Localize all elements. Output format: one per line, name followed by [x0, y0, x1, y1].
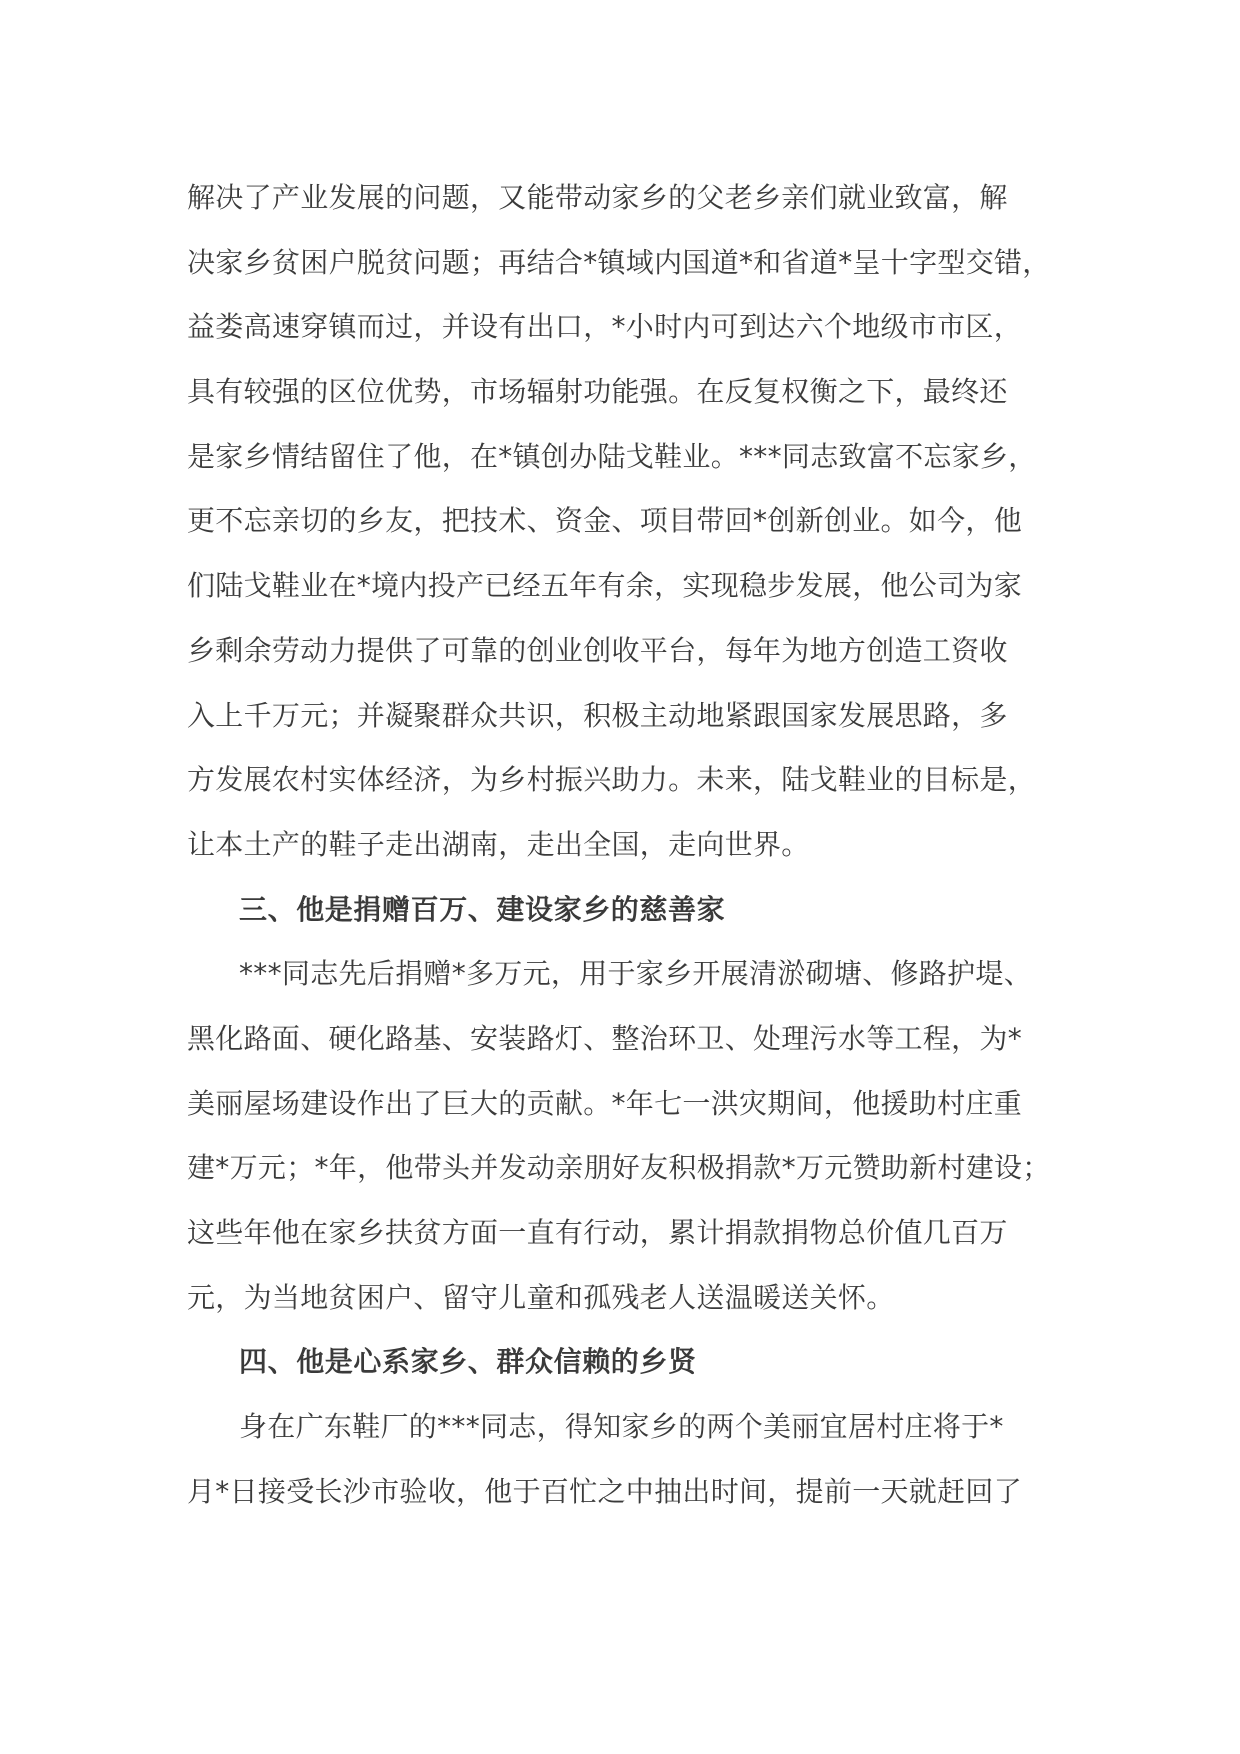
text-line: 解决了产业发展的问题，又能带动家乡的父老乡亲们就业致富，解 — [187, 181, 1008, 214]
text-line: 黑化路面、硬化路基、安装路灯、整治环卫、处理污水等工程，为* — [187, 1021, 1023, 1055]
section-4-paragraph — [187, 1395, 1077, 1524]
section-3-paragraph — [187, 942, 1077, 1330]
text-line: 具有较强的区位优势，市场辐射功能强。在反复权衡之下，最终还 — [187, 375, 1008, 409]
text-line: 建*万元；*年，他带头并发动亲朋好友积极捐款*万元赞助新村建设； — [187, 1151, 1051, 1185]
text-line: 更不忘亲切的乡友，把技术、资金、项目带回*创新创业。如今，他 — [187, 504, 1023, 538]
document-page — [187, 166, 1077, 1524]
text-line: 方发展农村实体经济，为乡村振兴助力。未来，陆戈鞋业的目标是， — [187, 763, 1037, 797]
text-line: 是家乡情结留住了他，在*镇创办陆戈鞋业。***同志致富不忘家乡， — [187, 439, 1037, 473]
paragraph-continued — [187, 166, 1077, 878]
text-line: 入上千万元；并凝聚群众共识，积极主动地紧跟国家发展思路，多 — [187, 698, 1008, 732]
text-line: 这些年他在家乡扶贫方面一直有行动，累计捐款捐物总价值几百万 — [187, 1216, 1008, 1249]
text-line: 身在广东鞋厂的***同志，得知家乡的两个美丽宜居村庄将于* — [239, 1410, 1004, 1444]
text-line: ***同志先后捐赠*多万元，用于家乡开展清淤砌塘、修路护堤、 — [239, 957, 1033, 991]
text-line: 们陆戈鞋业在*境内投产已经五年有余，实现稳步发展，他公司为家 — [187, 569, 1023, 603]
text-line: 乡剩余劳动力提供了可靠的创业创收平台，每年为地方创造工资收 — [187, 633, 1008, 667]
section-heading-3: 三、他是捐赠百万、建设家乡的慈善家 — [239, 892, 726, 926]
text-line: 月*日接受长沙市验收，他于百忙之中抽出时间，提前一天就赶回了 — [187, 1474, 1023, 1508]
text-line: 美丽屋场建设作出了巨大的贡献。*年七一洪灾期间，他援助村庄重 — [187, 1086, 1023, 1120]
text-line: 元，为当地贫困户、留守儿童和孤残老人送温暖送关怀。 — [187, 1280, 895, 1314]
text-line: 决家乡贫困户脱贫问题；再结合*镇域内国道*和省道*呈十字型交错， — [187, 245, 1051, 279]
text-line: 让本土产的鞋子走出湖南，走出全国，走向世界。 — [187, 827, 810, 861]
section-heading-4: 四、他是心系家乡、群众信赖的乡贤 — [239, 1345, 697, 1379]
text-line: 益娄高速穿镇而过，并设有出口，*小时内可到达六个地级市市区， — [187, 310, 1023, 344]
